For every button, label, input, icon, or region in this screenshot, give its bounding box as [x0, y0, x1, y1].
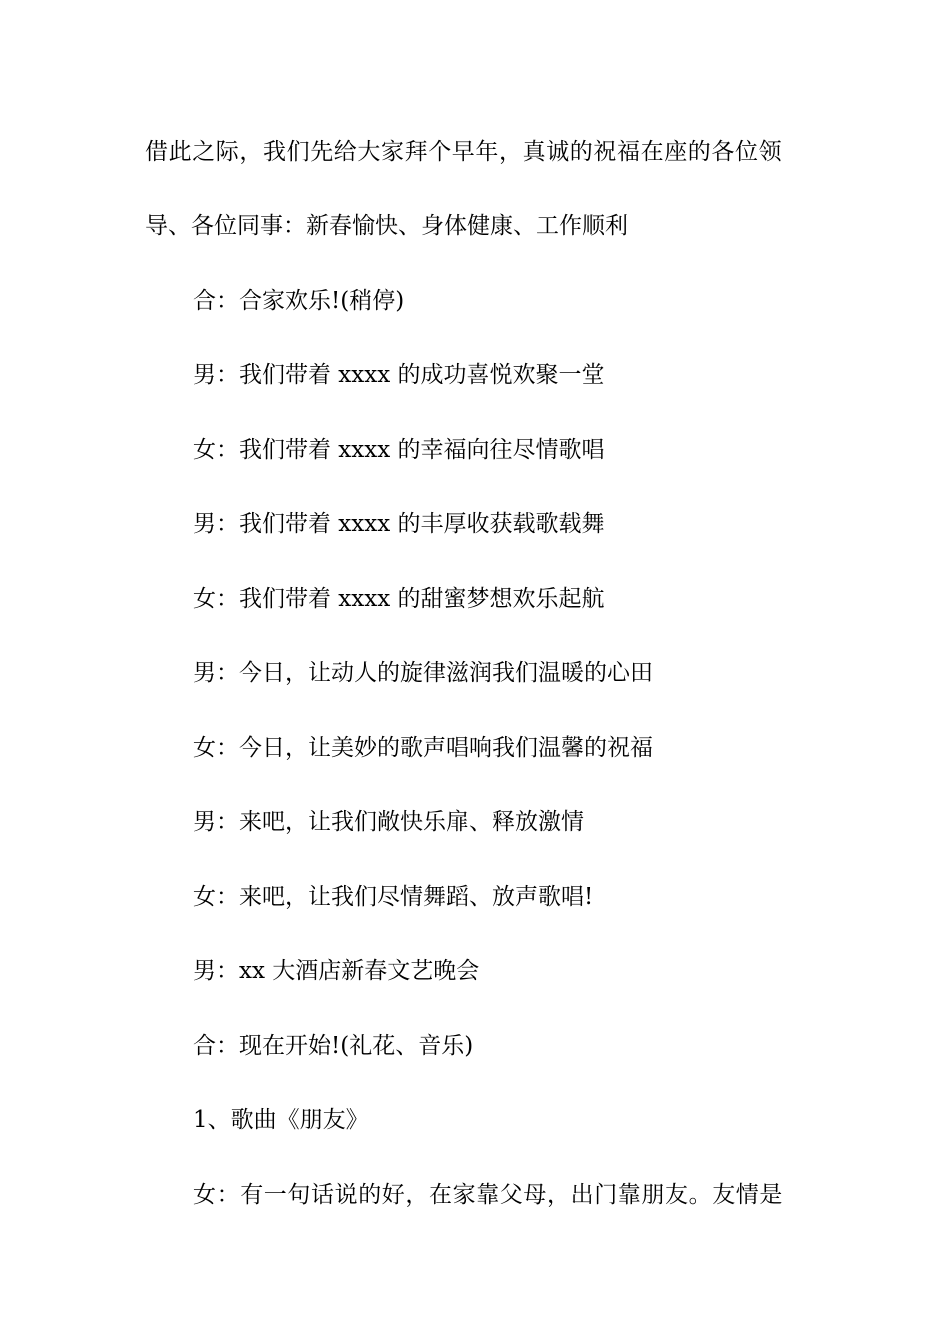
- script-line: 男：我们带着 xxxx 的丰厚收获载歌载舞: [193, 511, 605, 537]
- paragraph-line: 导、各位同事：新春愉快、身体健康、工作顺利: [145, 213, 628, 239]
- script-line: 男：今日，让动人的旋律滋润我们温暖的心田: [193, 660, 653, 686]
- paragraph-line: 借此之际，我们先给大家拜个早年，真诚的祝福在座的各位领: [145, 139, 783, 165]
- script-line: 合：现在开始!(礼花、音乐): [193, 1033, 474, 1059]
- script-line: 男：我们带着 xxxx 的成功喜悦欢聚一堂: [193, 362, 605, 388]
- script-line: 女：我们带着 xxxx 的甜蜜梦想欢乐起航: [193, 586, 605, 612]
- script-line: 男：来吧，让我们敞快乐扉、释放激情: [193, 809, 584, 835]
- script-line: 合：合家欢乐!(稍停): [193, 288, 405, 314]
- section-heading: 1、歌曲《朋友》: [193, 1107, 369, 1133]
- script-line: 女：我们带着 xxxx 的幸福向往尽情歌唱: [193, 437, 605, 463]
- script-line: 女：来吧，让我们尽情舞蹈、放声歌唱!: [193, 884, 594, 910]
- script-line: 女：今日，让美妙的歌声唱响我们温馨的祝福: [193, 735, 653, 761]
- script-line: 男：xx 大酒店新春文艺晚会: [193, 958, 480, 984]
- script-line: 女：有一句话说的好，在家靠父母，出门靠朋友。友情是: [193, 1182, 783, 1208]
